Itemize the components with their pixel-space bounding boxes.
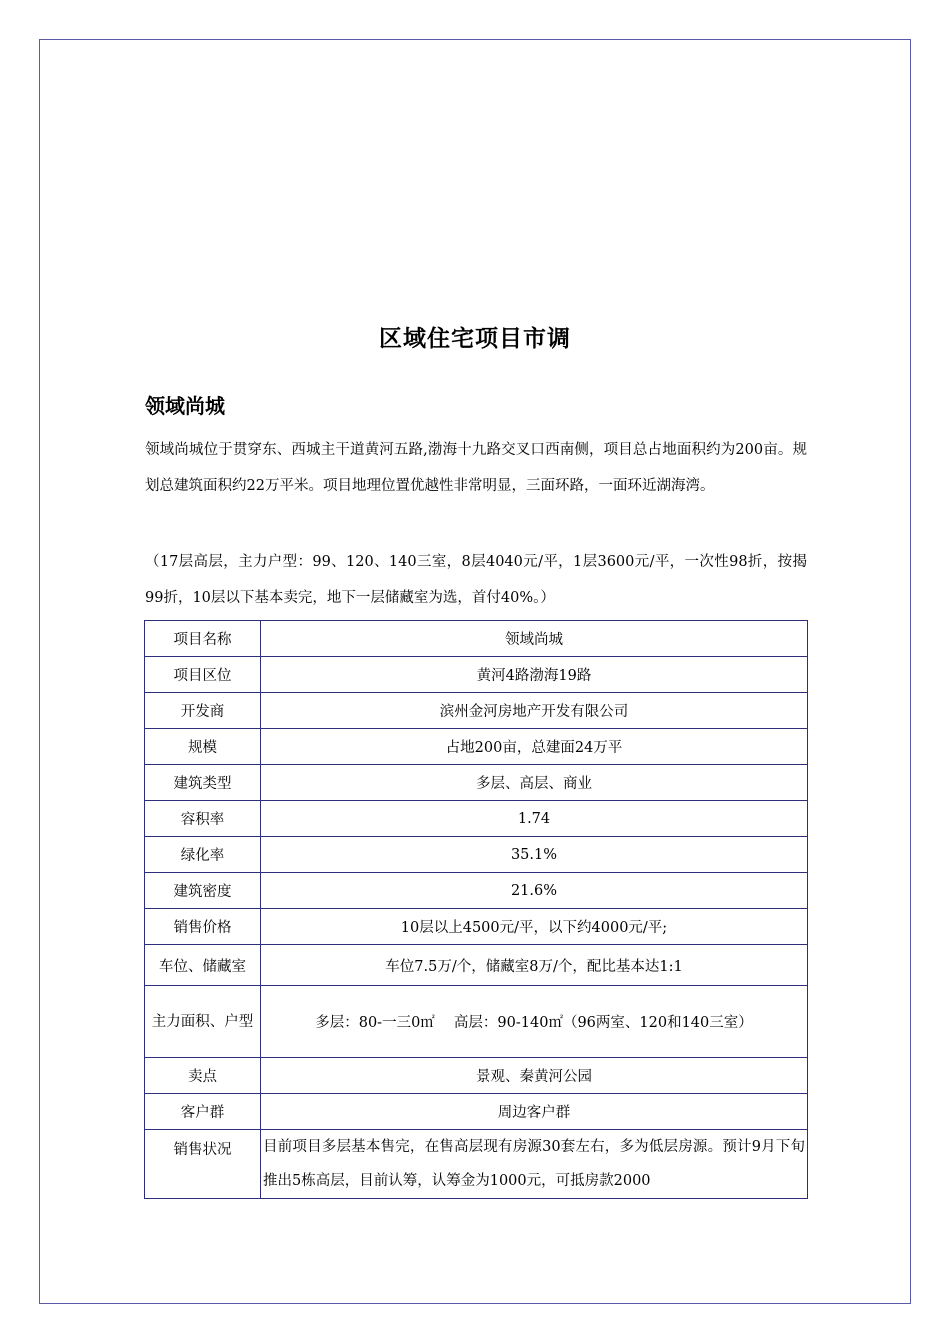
row-value: 景观、秦黄河公园 — [261, 1058, 808, 1094]
row-label: 项目名称 — [145, 621, 261, 657]
document-title: 区域住宅项目市调 — [379, 326, 571, 352]
row-value: 35.1% — [261, 837, 808, 873]
row-value: 1.74 — [261, 801, 808, 837]
table-row — [145, 909, 808, 945]
row-value: 占地200亩，总建面24万平 — [261, 729, 808, 765]
table-row — [145, 837, 808, 873]
table-row — [145, 1094, 808, 1130]
row-value: 领域尚城 — [261, 621, 808, 657]
table-row — [145, 945, 808, 986]
row-value: 目前项目多层基本售完，在售高层现有房源30套左右，多为低层房源。预计9月下旬推出5栋高层，目前认筹，认筹金为1000元，可抵房款2000 — [261, 1130, 808, 1199]
row-value: 21.6% — [261, 873, 808, 909]
row-value: 车位7.5万/个，储藏室8万/个，配比基本达1:1 — [261, 945, 808, 986]
pricing-note-paragraph: （17层高层，主力户型：99、120、140三室，8层4040元/平，1层3600元/平，一次性98折，按揭99折，10层以下基本卖完，地下一层储藏室为选，首付40%。） — [145, 554, 807, 606]
intro-paragraph: 领域尚城位于贯穿东、西城主干道黄河五路,渤海十九路交叉口西南侧，项目总占地面积约为200亩。规划总建筑面积约22万平米。项目地理位置优越性非常明显，三面环路，一面环近湖海湾。 — [145, 442, 807, 494]
row-value: 多层：80-一三0㎡ 高层：90-140㎡（96两室、120和140三室） — [261, 986, 808, 1058]
row-label: 建筑类型 — [145, 765, 261, 801]
row-label: 规模 — [145, 729, 261, 765]
row-label: 建筑密度 — [145, 873, 261, 909]
row-value: 黄河4路渤海19路 — [261, 657, 808, 693]
table-row — [145, 986, 808, 1058]
table-row — [145, 693, 808, 729]
row-label: 容积率 — [145, 801, 261, 837]
table-row — [145, 729, 808, 765]
row-value: 多层、高层、商业 — [261, 765, 808, 801]
row-label: 主力面积、户型 — [145, 986, 261, 1058]
table-row — [145, 657, 808, 693]
row-value: 10层以上4500元/平，以下约4000元/平; — [261, 909, 808, 945]
table-row — [145, 1058, 808, 1094]
row-label: 绿化率 — [145, 837, 261, 873]
row-value: 滨州金河房地产开发有限公司 — [261, 693, 808, 729]
row-label: 开发商 — [145, 693, 261, 729]
row-label: 项目区位 — [145, 657, 261, 693]
row-label: 客户群 — [145, 1094, 261, 1130]
project-info-table — [144, 620, 808, 1199]
section-heading: 领域尚城 — [145, 394, 225, 418]
table-row — [145, 1130, 808, 1199]
row-value: 周边客户群 — [261, 1094, 808, 1130]
row-label: 车位、储藏室 — [145, 945, 261, 986]
row-label: 卖点 — [145, 1058, 261, 1094]
row-label: 销售价格 — [145, 909, 261, 945]
table-row — [145, 765, 808, 801]
table-row — [145, 621, 808, 657]
row-label: 销售状况 — [145, 1130, 261, 1199]
table-row — [145, 873, 808, 909]
table-row — [145, 801, 808, 837]
